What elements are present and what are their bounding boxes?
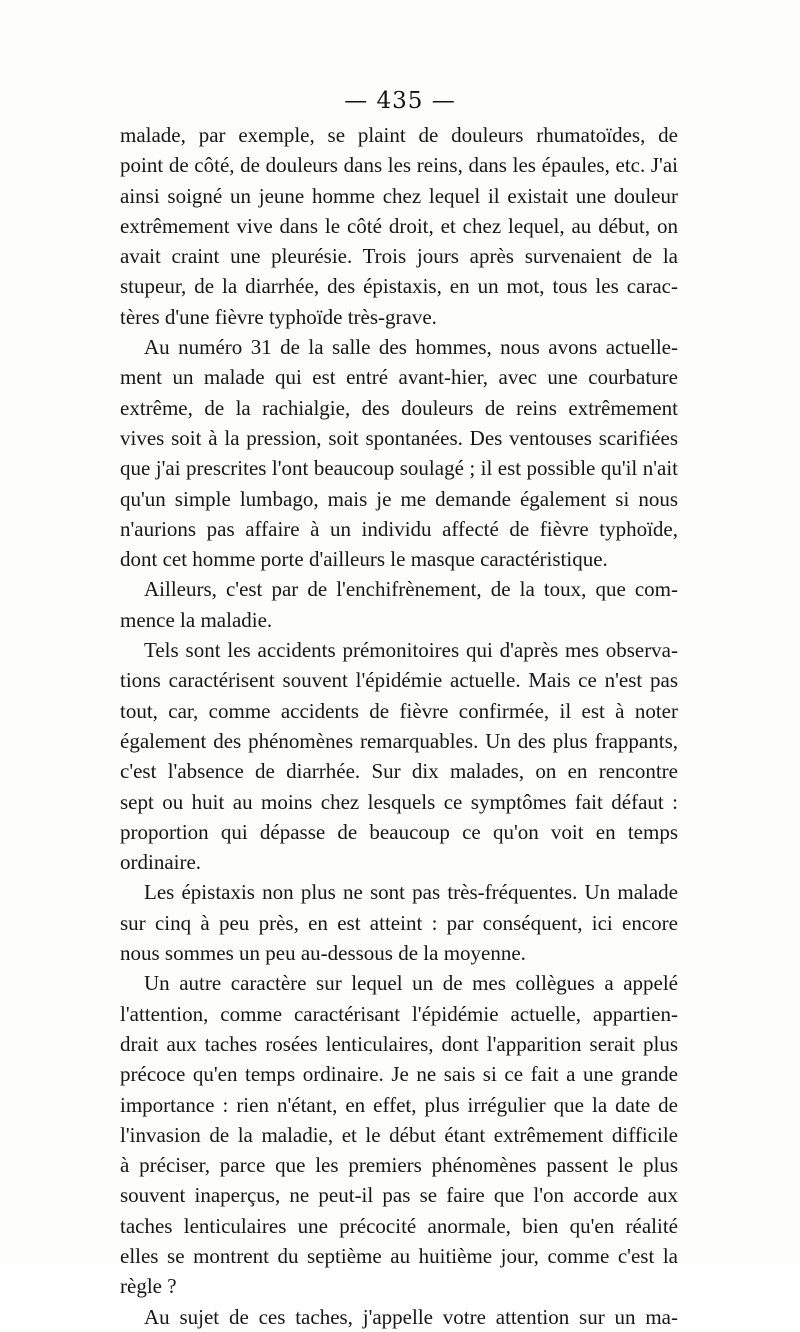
text-line: nous sommes un peu au-dessous de la moyenne. <box>120 941 526 966</box>
text-line: souvent inaperçus, ne peut-il pas se faire que l'on accorde aux <box>120 1183 678 1208</box>
text-line: sept ou huit au moins chez lesquels ce symptômes fait défaut : <box>120 789 678 814</box>
text-line: n'aurions pas affaire à un individu affecté de fièvre typhoïde, <box>120 516 678 541</box>
text-line: ainsi soigné un jeune homme chez lequel il existait une douleur <box>120 183 678 208</box>
text-line: extrêmement vive dans le côté droit, et chez lequel, au début, on <box>120 213 678 238</box>
text-line: proportion qui dépasse de beaucoup ce qu'on voit en temps <box>120 819 678 844</box>
text-line: tout, car, comme accidents de fièvre confirmée, il est à noter <box>120 698 678 723</box>
text-line: Tels sont les accidents prémonitoires qui d'après mes observa- <box>144 638 678 663</box>
paragraph <box>120 332 678 574</box>
text-line: avait craint une pleurésie. Trois jours après survenaient de la <box>120 244 678 269</box>
text-line: tions caractérisent souvent l'épidémie actuelle. Mais ce n'est pas <box>120 668 678 693</box>
text-line: l'attention, comme caractérisant l'épidémie actuelle, appartien- <box>120 1001 678 1026</box>
text-line: sur cinq à peu près, en est atteint : par conséquent, ici encore <box>120 910 678 935</box>
text-line: vives soit à la pression, soit spontanées. Des ventouses scarifiées <box>120 425 678 450</box>
text-line: point de côté, de douleurs dans les reins, dans les épaules, etc. J'ai <box>120 153 678 178</box>
paragraph <box>120 1302 678 1332</box>
paragraph <box>120 120 678 332</box>
text-line: qu'un simple lumbago, mais je me demande également si nous <box>120 486 678 511</box>
text-line: malade, par exemple, se plaint de douleurs rhumatoïdes, de <box>120 123 678 147</box>
page-body <box>120 120 678 1332</box>
text-line: précoce qu'en temps ordinaire. Je ne sais si ce fait a une grande <box>120 1062 678 1087</box>
page-number: — 435 — <box>344 88 456 114</box>
text-line: dont cet homme porte d'ailleurs le masque caractéristique. <box>120 547 608 572</box>
text-line: Ailleurs, c'est par de l'enchifrènement, de la toux, que com- <box>144 577 678 602</box>
text-line: également des phénomènes remarquables. Un des plus frappants, <box>120 728 678 753</box>
text-line: mence la maladie. <box>120 607 273 632</box>
text-line: extrême, de la rachialgie, des douleurs de reins extrêmement <box>120 395 678 420</box>
paragraph <box>120 877 678 968</box>
text-line: règle ? <box>120 1274 177 1299</box>
text-line: ordinaire. <box>120 850 202 875</box>
text-line: Les épistaxis non plus ne sont pas très-fréquentes. Un malade <box>144 880 678 905</box>
text-line: ment un malade qui est entré avant-hier, avec une courbature <box>120 365 678 390</box>
text-line: que j'ai prescrites l'ont beaucoup soulagé ; il est possible qu'il n'ait <box>120 456 678 481</box>
text-line: tères d'une fièvre typhoïde très-grave. <box>120 304 437 329</box>
text-line: taches lenticulaires une précocité anormale, bien qu'en réalité <box>120 1213 678 1238</box>
paragraph <box>120 635 678 877</box>
text-line: c'est l'absence de diarrhée. Sur dix malades, on en rencontre <box>120 759 678 784</box>
paragraph <box>120 574 678 635</box>
text-line: Un autre caractère sur lequel un de mes collègues a appelé <box>144 971 678 996</box>
text-line: stupeur, de la diarrhée, des épistaxis, en un mot, tous les carac- <box>120 274 678 299</box>
text-line: elles se montrent du septième au huitième jour, comme c'est la <box>120 1243 678 1268</box>
text-line: l'invasion de la maladie, et le début étant extrêmement difficile <box>120 1122 678 1147</box>
text-line: Au numéro 31 de la salle des hommes, nous avons actuelle- <box>144 335 678 360</box>
text-line: drait aux taches rosées lenticulaires, dont l'apparition serait plus <box>120 1031 678 1056</box>
paragraph <box>120 968 678 1301</box>
text-line: Au sujet de ces taches, j'appelle votre attention sur un ma- <box>144 1304 678 1329</box>
text-line: à préciser, parce que les premiers phénomènes passent le plus <box>120 1153 678 1178</box>
text-line: importance : rien n'étant, en effet, plus irrégulier que la date de <box>120 1092 678 1117</box>
